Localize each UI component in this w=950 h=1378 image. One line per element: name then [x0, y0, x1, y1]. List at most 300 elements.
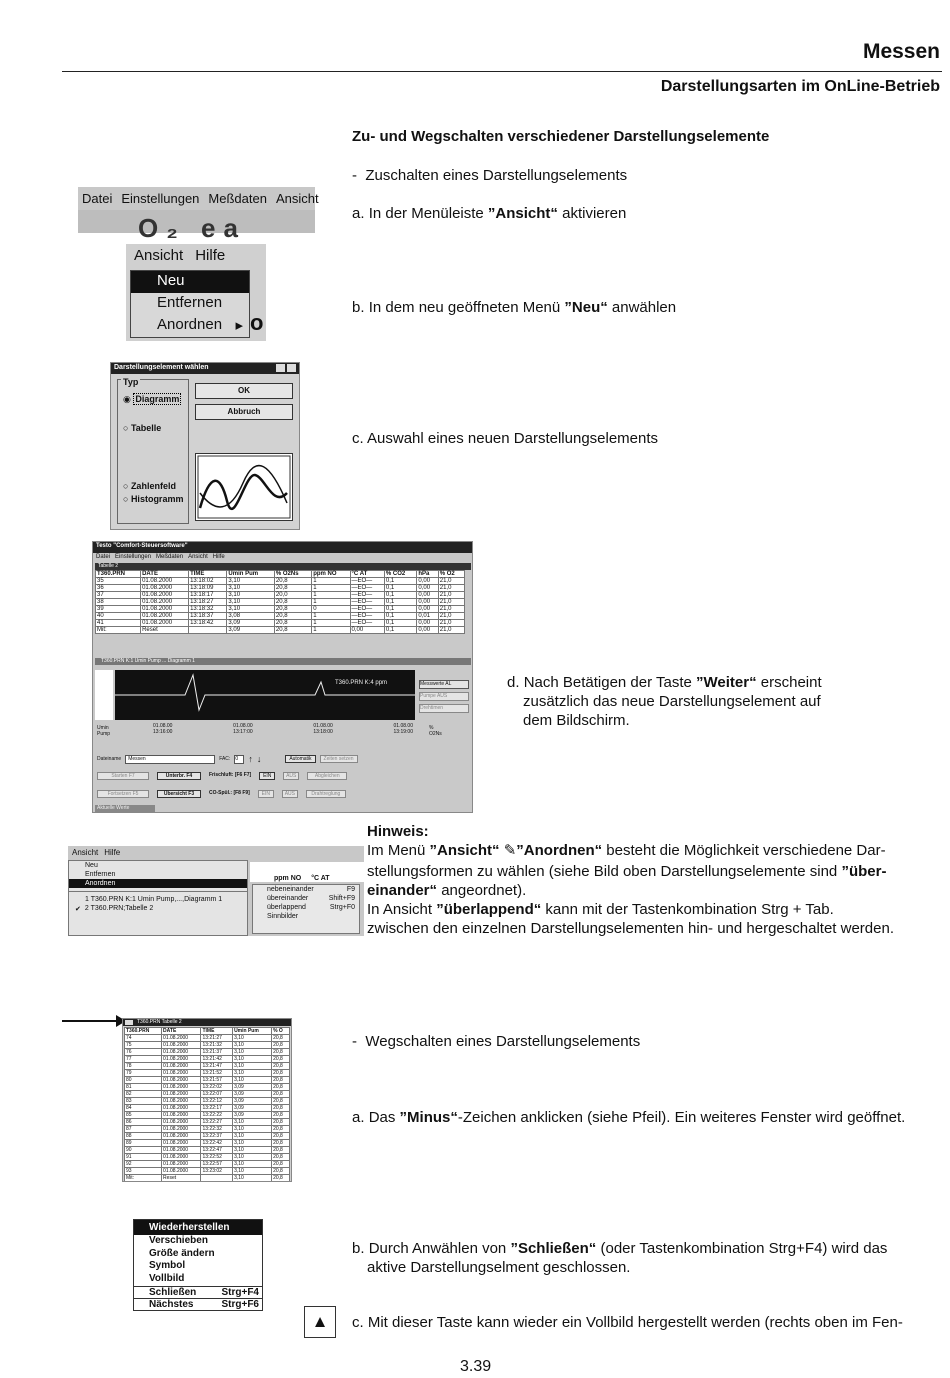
table-cell: 20,8 [272, 1070, 290, 1077]
table-cell: 0,1 [384, 585, 416, 592]
minus-icon[interactable] [125, 1020, 133, 1025]
radio-label: Tabelle [130, 423, 162, 433]
uebersicht-button[interactable]: Übersicht F3 [157, 790, 201, 798]
time-tick: 01.08.00 13:19:00 [393, 723, 413, 735]
table-cell: 20,8 [272, 1140, 290, 1147]
sysmenu-item-move[interactable] [134, 1235, 262, 1248]
table-cell: Mit: [125, 1175, 162, 1182]
table-cell: 0,00 [350, 627, 384, 634]
menu-item-anordnen[interactable]: Anordnen [69, 879, 247, 888]
menu-einstellungen[interactable]: Einstellungen [115, 554, 152, 560]
table-cell: 13:18:32 [189, 606, 227, 613]
table-cell: 13:21:37 [201, 1049, 233, 1056]
table-cell: 21,0 [438, 585, 464, 592]
table-cell: 13:22:02 [201, 1084, 233, 1091]
table-cell: 3,10 [233, 1063, 272, 1070]
hint-bold: ”über- [841, 863, 887, 880]
table-cell: 3,10 [233, 1168, 272, 1175]
table-row [125, 1112, 290, 1119]
table-row [96, 627, 465, 634]
table-cell: 20,8 [272, 1084, 290, 1091]
table-cell: 3,09 [233, 1105, 272, 1112]
table-cell: 3,09 [233, 1091, 272, 1098]
table-cell: Reset [162, 1175, 201, 1182]
table-cell: 01.08.2000 [162, 1161, 201, 1168]
table-row [125, 1070, 290, 1077]
measurement-table-2 [124, 1027, 290, 1182]
step-text: Nach Betätigen der Taste [523, 674, 697, 691]
table-cell: 20,8 [272, 1098, 290, 1105]
table-window-title: T360.PRN Tabelle 2 [137, 1019, 182, 1025]
table-cell: 01.08.2000 [162, 1063, 201, 1070]
table-cell: 13:22:07 [201, 1091, 233, 1098]
step-c [352, 429, 658, 448]
table-cell: 21,0 [438, 627, 464, 634]
step-bold: ”Ansicht“ [487, 205, 558, 222]
table-cell: 01.08.2000 [141, 613, 189, 620]
app-menubar [93, 553, 472, 561]
time-tick: 01.08.00 13:18:00 [313, 723, 333, 735]
fac-label: FAC: [219, 756, 231, 762]
table-cell: 3,10 [233, 1140, 272, 1147]
menu-item-window-2[interactable] [69, 904, 247, 914]
table-row [125, 1175, 290, 1182]
menu-ansicht[interactable]: Ansicht [188, 554, 208, 560]
table-cell: 38 [96, 599, 141, 606]
screenshot-ansicht-menu [126, 244, 266, 341]
aus-button[interactable]: AUS [283, 772, 299, 780]
hint-text: stellungsformen zu wählen (siehe Bild oben Darstellungselemente sind [367, 863, 842, 880]
table-cell: 75 [125, 1042, 162, 1049]
bg-header: ppm NO [274, 875, 302, 882]
header-rule [62, 71, 942, 72]
table-cell: 20,8 [274, 627, 311, 634]
abgleichen-button[interactable]: Abgleichen [307, 772, 347, 780]
column-header: ppm NO [312, 571, 350, 578]
table-cell: 01.08.2000 [162, 1056, 201, 1063]
table-cell: 20,8 [272, 1133, 290, 1140]
table-cell: 20,8 [272, 1126, 290, 1133]
sysmenu-item-minimize[interactable] [134, 1260, 262, 1273]
arrow-down-icon[interactable]: ↓ [256, 754, 262, 764]
sysmenu-item-next[interactable] [134, 1298, 262, 1311]
table-cell: 20,8 [272, 1161, 290, 1168]
table-cell: 13:22:22 [201, 1112, 233, 1119]
table-cell: 90 [125, 1147, 162, 1154]
side-button[interactable]: Drehtimen [419, 704, 469, 713]
table-cell: 01.08.2000 [162, 1070, 201, 1077]
table-cell: 3,10 [233, 1154, 272, 1161]
table-cell: 13:21:42 [201, 1056, 233, 1063]
table-cell: 01.08.2000 [141, 578, 189, 585]
radio-diagramm[interactable]: ◉ Diagramm [123, 394, 180, 404]
step-text: In der Menüleiste [368, 205, 488, 222]
step-text: In dem neu geöffneten Menü [368, 299, 565, 316]
radio-zahlenfeld[interactable]: ○ Zahlenfeld [123, 481, 176, 491]
table-cell: 13:22:32 [201, 1126, 233, 1133]
table-row [125, 1098, 290, 1105]
sysmenu-item-resize[interactable] [134, 1248, 262, 1261]
control-row-2 [97, 772, 347, 780]
table-cell: 0,1 [384, 578, 416, 585]
table-cell: 3,10 [233, 1126, 272, 1133]
co-spuel-label: CO-Spül.: [F8 F9] [209, 790, 250, 796]
table-cell: 0,00 [417, 620, 438, 627]
cancel-button[interactable]: Abbruch [195, 404, 293, 420]
table-cell: 3,09 [227, 620, 274, 627]
screenshot-residue: O₂ ea [138, 213, 246, 243]
bg-header: °C AT [311, 875, 330, 882]
submenu-key: F9 [346, 886, 355, 893]
table-cell: 20,8 [272, 1077, 290, 1084]
remove-heading [352, 1032, 640, 1051]
step-label: d. [507, 674, 520, 691]
table-cell: 01.08.2000 [162, 1112, 201, 1119]
table-cell: 3,10 [227, 578, 274, 585]
step-text: anwählen [607, 299, 677, 316]
table-cell: 3,10 [227, 592, 274, 599]
table-row [125, 1049, 290, 1056]
table-window-titlebar [123, 1019, 291, 1026]
hint-text: In Ansicht [367, 901, 437, 918]
dialog-window-controls [276, 364, 296, 372]
table-cell: 0,1 [384, 606, 416, 613]
sysmenu-key: Strg+F6 [221, 1299, 259, 1311]
table-cell: 3,10 [233, 1042, 272, 1049]
table-row [96, 585, 465, 592]
table-cell: 81 [125, 1084, 162, 1091]
submenu-key: Shift+F9 [328, 895, 355, 902]
column-header: % O2 [438, 571, 464, 578]
table-row [96, 578, 465, 585]
table-cell: 01.08.2000 [162, 1140, 201, 1147]
table-cell: 13:21:32 [201, 1042, 233, 1049]
menu-ansicht[interactable]: Ansicht [134, 247, 184, 264]
fac-input[interactable]: 0 [234, 755, 244, 764]
sysmenu-label: Schließen [149, 1286, 197, 1298]
table-cell: —EO— [350, 592, 384, 599]
axis-left-label: Umin Pump [97, 725, 111, 737]
table-cell: 3,10 [233, 1119, 272, 1126]
submenu-label: Sinnbilder [267, 913, 299, 920]
table-cell: 13:21:57 [201, 1077, 233, 1084]
close-icon[interactable] [287, 364, 296, 372]
table-cell: 0,00 [417, 606, 438, 613]
column-header: TIME [189, 571, 227, 578]
menu-item-neu[interactable]: Neu [131, 271, 249, 293]
time-tick: 01.08.00 13:16:00 [153, 723, 173, 735]
menu-item-entfernen[interactable]: Entfernen [157, 294, 223, 311]
table-cell: 01.08.2000 [162, 1126, 201, 1133]
column-header: Umin Pum [233, 1028, 272, 1035]
minimize-icon[interactable] [276, 364, 285, 372]
table-cell: 1 [312, 620, 350, 627]
automatik-button[interactable]: Automatik [285, 755, 315, 763]
table-cell: 40 [96, 613, 141, 620]
table-row [125, 1105, 290, 1112]
step-label: b. [352, 1240, 365, 1257]
arrow-symbol-icon: ✎ [503, 842, 517, 859]
table-row [96, 592, 465, 599]
table-cell: 0,1 [384, 599, 416, 606]
table-cell: 91 [125, 1154, 162, 1161]
step-text: erscheint [756, 674, 822, 691]
table-cell: 13:22:27 [201, 1119, 233, 1126]
table-cell: 79 [125, 1070, 162, 1077]
table-cell: 20,8 [272, 1105, 290, 1112]
diagram-window-title: T360.PRN K:1 Umin Pump ... Diagramm 1 [95, 658, 471, 665]
column-header: hPa [417, 571, 438, 578]
column-header: TIME [201, 1028, 233, 1035]
table-cell: 3,10 [233, 1161, 272, 1168]
table-cell: 01.08.2000 [141, 620, 189, 627]
background-table-header [250, 862, 364, 882]
sysmenu-item-maximize[interactable] [134, 1273, 262, 1286]
side-button[interactable]: Pumpe AUS [419, 692, 469, 701]
sysmenu-item-restore[interactable] [134, 1220, 262, 1235]
submenu-label: überlappend [267, 904, 306, 911]
table-cell: 36 [96, 585, 141, 592]
step-bold: ”Minus“ [399, 1109, 458, 1126]
dash: - [352, 1033, 357, 1050]
table-cell: 01.08.2000 [162, 1105, 201, 1112]
menu-einstellungen[interactable]: Einstellungen [121, 191, 200, 206]
table-cell: —EO— [350, 578, 384, 585]
table-cell: 20,8 [274, 599, 311, 606]
table-cell: 0,00 [417, 578, 438, 585]
unterbrechen-button[interactable]: Unterbr. F4 [157, 772, 201, 780]
table-cell: 21,0 [438, 599, 464, 606]
menu-datei[interactable]: Datei [82, 191, 113, 206]
remove-step-b [352, 1239, 887, 1277]
table-row [96, 613, 465, 620]
table-cell: 87 [125, 1126, 162, 1133]
remove-step-a [352, 1108, 905, 1127]
system-menu [133, 1219, 263, 1311]
hint-bold: ”Anordnen“ [516, 842, 603, 859]
step-text: aktive Darstellungselment geschlossen. [367, 1259, 631, 1276]
time-axis [153, 723, 413, 735]
sysmenu-key: Strg+F4 [221, 1286, 259, 1298]
table-cell: 13:18:17 [189, 592, 227, 599]
table-row [125, 1126, 290, 1133]
table-row [125, 1056, 290, 1063]
screenshot-menubar [78, 187, 319, 243]
table-cell: 20,8 [274, 578, 311, 585]
table-cell: 0,00 [417, 627, 438, 634]
table-row [125, 1063, 290, 1070]
table-cell: 20,8 [274, 613, 311, 620]
sysmenu-item-close[interactable] [134, 1286, 262, 1299]
step-text: zusätzlich das neue Darstellungselement auf [523, 693, 821, 710]
table-cell: 01.08.2000 [162, 1098, 201, 1105]
table-cell: 0,00 [417, 592, 438, 599]
hint-text: kann mit der Tastenkombination Strg + Tab. [541, 901, 834, 918]
sysmenu-label: Wiederherstellen [149, 1222, 230, 1233]
table-cell: 20,8 [272, 1049, 290, 1056]
table-cell: 20,8 [272, 1056, 290, 1063]
table-cell: 01.08.2000 [162, 1154, 201, 1161]
table-cell: —EO— [350, 585, 384, 592]
hint-bold: ”überlappend“ [436, 901, 542, 918]
typ-group-label: Typ [123, 377, 139, 387]
table-row [125, 1161, 290, 1168]
column-header: Umin Pum [227, 571, 274, 578]
table-cell: 0,00 [417, 599, 438, 606]
table-cell: 13:18:42 [189, 620, 227, 627]
step-text: (oder Tastenkombination Strg+F4) wird das [596, 1240, 888, 1257]
table-cell: 01.08.2000 [162, 1133, 201, 1140]
table-cell: 13:18:37 [189, 613, 227, 620]
table-cell: 13:22:52 [201, 1154, 233, 1161]
zeiten-button[interactable]: Zeiten setzen [320, 755, 358, 763]
control-row-3 [97, 790, 346, 798]
measurement-table [95, 570, 465, 634]
radio-label: Diagramm [135, 394, 180, 404]
table-cell: 3,10 [233, 1049, 272, 1056]
remove-step-c [352, 1313, 903, 1332]
table-cell: 0 [312, 606, 350, 613]
radio-histogramm[interactable]: ○ Histogramm [123, 494, 184, 504]
table-cell: 20,8 [274, 620, 311, 627]
step-d [507, 673, 847, 730]
menu-messdaten[interactable]: Meßdaten [208, 191, 267, 206]
arrow-up-icon[interactable]: ↑ [248, 754, 253, 764]
table-cell: 83 [125, 1098, 162, 1105]
add-heading [352, 166, 627, 185]
sysmenu-label: Nächstes [149, 1299, 194, 1311]
menu-item-neu[interactable]: Neu [85, 862, 98, 869]
radio-label: Zahlenfeld [130, 481, 176, 491]
table-cell: 76 [125, 1049, 162, 1056]
table-cell: 01.08.2000 [162, 1084, 201, 1091]
table-cell: 0,00 [417, 585, 438, 592]
axis-right-label: % O2Ns [429, 725, 442, 737]
screenshot-dialog [110, 362, 300, 530]
menu-datei[interactable]: Datei [96, 554, 111, 560]
starten-button[interactable]: Starten F7 [97, 772, 149, 780]
ansicht-dropdown [130, 270, 250, 338]
section-title: Zu- und Wegschalten verschiedener Darstellungselemente [352, 128, 770, 145]
ein-button[interactable]: EIN [259, 772, 275, 780]
menu-item-window-1[interactable]: 1 T360.PRN K:1 Umin Pump,...,Diagramm 1 [85, 896, 223, 903]
drahtreglung-button[interactable]: Drahtreglung [306, 790, 346, 798]
table-cell: 13:22:57 [201, 1161, 233, 1168]
table-cell: 13:21:52 [201, 1070, 233, 1077]
screenshot-residue: o [250, 310, 264, 335]
side-button[interactable]: Messwerte AL [419, 680, 469, 689]
submenu-item[interactable] [253, 912, 359, 921]
table-cell: 20,8 [272, 1154, 290, 1161]
menu-item-entfernen[interactable]: Entfernen [85, 871, 116, 878]
fortsetzen-button[interactable]: Fortsetzen F5 [97, 790, 149, 798]
table-cell: 20,8 [272, 1147, 290, 1154]
column-header: T360.PRN [96, 571, 141, 578]
status-bar: Aktuelle Werte [95, 805, 155, 813]
table-cell: 37 [96, 592, 141, 599]
dialog-titlebar [111, 363, 299, 374]
table-cell: 01.08.2000 [141, 599, 189, 606]
table-window-title: Tabelle 2 [95, 563, 471, 570]
table-cell [201, 1175, 233, 1182]
menubar [126, 244, 266, 267]
table-cell: 92 [125, 1161, 162, 1168]
hint-label: Hinweis: [367, 823, 429, 840]
menu-hilfe[interactable]: Hilfe [212, 554, 225, 560]
step-label: a. [352, 1109, 365, 1126]
menu-messdaten[interactable]: Meßdaten [156, 554, 184, 560]
table-cell: 21,0 [438, 620, 464, 627]
table-cell: 01.08.2000 [162, 1049, 201, 1056]
ok-button[interactable]: OK [195, 383, 293, 399]
check-icon: ✔ [75, 906, 81, 913]
page-header-subtitle: Darstellungsarten im OnLine-Betrieb [660, 78, 940, 95]
maximize-button[interactable] [304, 1306, 336, 1338]
table-cell: 13:22:12 [201, 1098, 233, 1105]
menu-item-anordnen[interactable] [131, 315, 249, 337]
table-cell: 0,1 [384, 627, 416, 634]
radio-tabelle[interactable]: ○ Tabelle [123, 423, 162, 433]
sysmenu-label: Größe ändern [149, 1247, 215, 1259]
ein-button[interactable]: EIN [258, 790, 274, 798]
table-cell: Mit: [96, 627, 141, 634]
column-header: °C AT [350, 571, 384, 578]
table-cell: 0,1 [384, 620, 416, 627]
table-row [125, 1140, 290, 1147]
table-cell: 0,1 [384, 613, 416, 620]
table-cell: 01.08.2000 [162, 1091, 201, 1098]
table-cell: 20,8 [272, 1035, 290, 1042]
table-cell: 3,09 [233, 1112, 272, 1119]
screenshot-anordnen-menu [68, 846, 364, 936]
menu-hilfe[interactable]: Hilfe [104, 848, 121, 857]
menu-item-label: Anordnen [157, 316, 223, 333]
table-cell: 1 [312, 627, 350, 634]
table-cell: 20,0 [274, 592, 311, 599]
table-cell: 39 [96, 606, 141, 613]
table-cell: 20,8 [272, 1112, 290, 1119]
table-row [125, 1147, 290, 1154]
column-header: % O [272, 1028, 290, 1035]
table-cell: 01.08.2000 [162, 1035, 201, 1042]
table-row [125, 1168, 290, 1175]
table-cell: 01.08.2000 [162, 1147, 201, 1154]
file-input[interactable]: Messen [125, 755, 215, 764]
screenshot-application [92, 541, 473, 813]
submenu-label: übereinander [267, 895, 309, 902]
menubar [68, 846, 364, 859]
menu-ansicht[interactable]: Ansicht [72, 848, 99, 857]
frischluft-label: Frischluft: [F6 F7] [209, 772, 252, 778]
submenu-label: nebeneinander [267, 886, 314, 893]
menu-hilfe[interactable]: Hilfe [195, 247, 226, 264]
submenu-item[interactable] [253, 894, 359, 903]
table-row [125, 1035, 290, 1042]
dash: - [352, 167, 357, 184]
table-cell: 82 [125, 1091, 162, 1098]
table-cell: 20,8 [272, 1042, 290, 1049]
hint-bold: ”Ansicht“ [429, 842, 500, 859]
menu-ansicht[interactable]: Ansicht [275, 191, 319, 206]
table-cell: 3,09 [227, 627, 274, 634]
table-cell: 85 [125, 1112, 162, 1119]
aus-button[interactable]: AUS [282, 790, 298, 798]
submenu-item[interactable] [253, 885, 359, 894]
step-text: dem Bildschirm. [523, 712, 630, 729]
submenu-item[interactable] [253, 903, 359, 912]
column-header: T360.PRN [125, 1028, 162, 1035]
chart-left-scale [95, 670, 113, 720]
